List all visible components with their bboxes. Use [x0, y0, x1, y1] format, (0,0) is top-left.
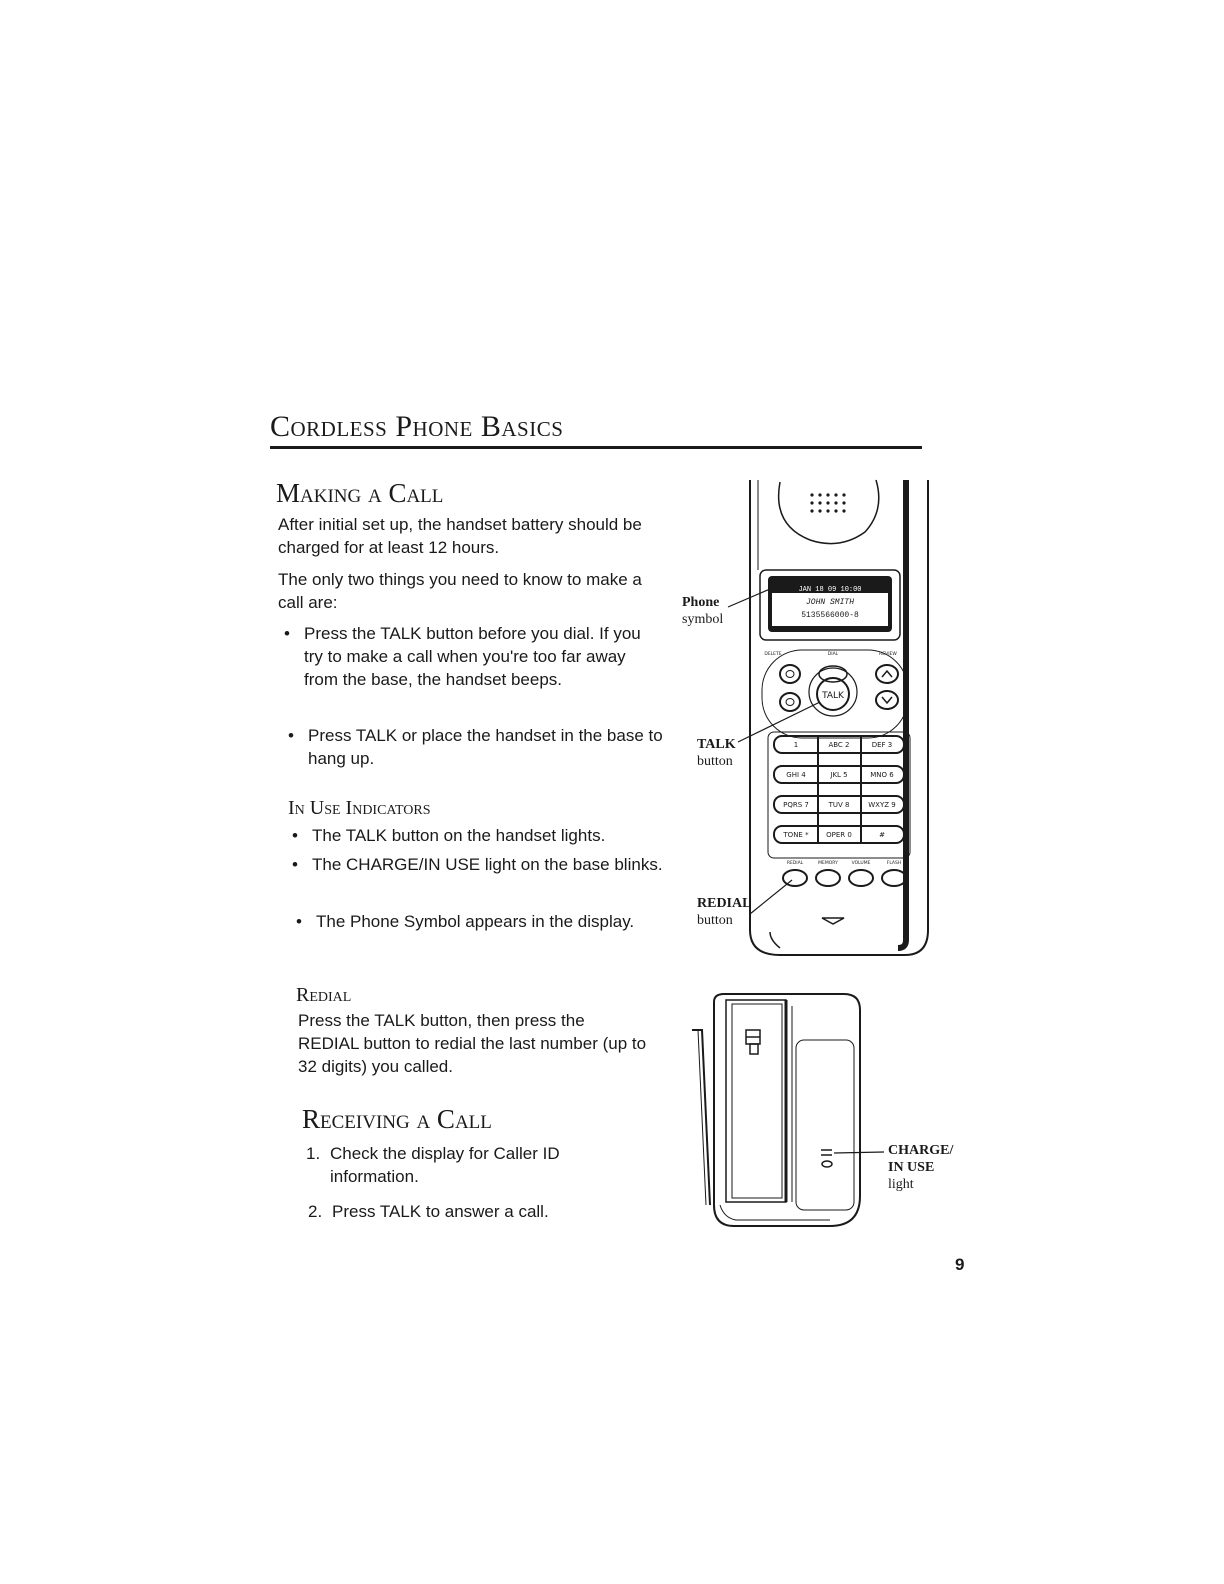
key-5: JKL 5	[830, 771, 848, 779]
key-star: TONE *	[783, 831, 809, 839]
step-number: 2.	[308, 1202, 323, 1221]
step-text: Check the display for Caller ID information.	[330, 1144, 560, 1186]
display-line-2: JOHN SMITH	[805, 598, 855, 607]
talk-key-label: TALK	[822, 691, 844, 701]
key-7: PQRS 7	[783, 801, 809, 809]
key-1: 1	[793, 741, 799, 749]
receiving-step-2	[308, 1200, 652, 1223]
label-phone-symbol: Phone symbol	[682, 595, 724, 627]
key-3: DEF 3	[871, 741, 893, 749]
key-label-delete: DELETE	[764, 652, 782, 657]
key-9: WXYZ 9	[868, 801, 896, 809]
label-talk-button: TALK button	[697, 737, 736, 769]
page-number: 9	[955, 1255, 965, 1274]
making-call-bullet-1: • Press the TALK button before you dial. If you try to make a call when you're too far away from the base, the handset beeps.	[280, 622, 664, 691]
base-illustration	[684, 990, 884, 1240]
label-charge-in-use: CHARGE/ IN USE light	[888, 1143, 954, 1192]
in-use-bullet-3: • The Phone Symbol appears in the display.	[292, 910, 676, 933]
key-8: TUV 8	[828, 801, 850, 809]
label-redial-button: REDIAL button	[697, 896, 752, 928]
key-label-volume: VOLUME	[851, 861, 871, 866]
leader-redial	[750, 880, 792, 914]
receiving-step-1	[306, 1142, 650, 1188]
key-label-redial: REDIAL	[786, 861, 804, 866]
key-label-flash: FLASH	[886, 861, 902, 866]
key-0: OPER 0	[826, 831, 852, 839]
in-use-bullet-1: • The TALK button on the handset lights.	[288, 824, 672, 847]
earpiece-holes	[810, 493, 845, 512]
charge-contacts-icon	[746, 1030, 760, 1054]
keypad	[774, 736, 904, 843]
key-2: ABC 2	[828, 741, 850, 749]
key-label-dial: DIAL	[827, 652, 839, 657]
redial-heading: Redial	[296, 984, 352, 1006]
in-use-heading: In Use Indicators	[288, 797, 431, 819]
section-title: Cordless Phone Basics	[270, 410, 564, 443]
step-text: Press TALK to answer a call.	[332, 1202, 549, 1221]
function-keys	[783, 870, 906, 886]
key-label-review: REVIEW	[879, 652, 897, 657]
key-hash: #	[879, 831, 885, 839]
microphone-icon	[822, 918, 844, 924]
redial-text: Press the TALK button, then press the REDIAL button to redial the last number (up to 32 digits) you called.	[298, 1011, 647, 1076]
antenna	[692, 1030, 710, 1205]
leader-charge	[834, 1152, 884, 1153]
receiving-call-heading: Receiving a Call	[302, 1104, 492, 1134]
making-call-p2: The only two things you need to know to make a call are:	[278, 570, 642, 612]
display-line-1: JAN 18 09 10:00	[798, 586, 862, 594]
making-call-heading: Making a Call	[276, 478, 444, 508]
charge-in-use-light	[821, 1150, 832, 1167]
title-rule	[270, 446, 922, 449]
making-call-p1: After initial set up, the handset battery should be charged for at least 12 hours.	[278, 515, 642, 557]
key-6: MNO 6	[870, 771, 894, 779]
display-line-3: 5135566000-8	[801, 611, 859, 620]
making-call-bullet-2: • Press TALK or place the handset in the base to hang up.	[284, 724, 668, 770]
step-number: 1.	[306, 1144, 321, 1163]
key-4: GHI 4	[786, 771, 806, 779]
key-label-memory: MEMORY	[818, 861, 838, 866]
in-use-bullet-2: • The CHARGE/IN USE light on the base blinks.	[288, 853, 672, 876]
